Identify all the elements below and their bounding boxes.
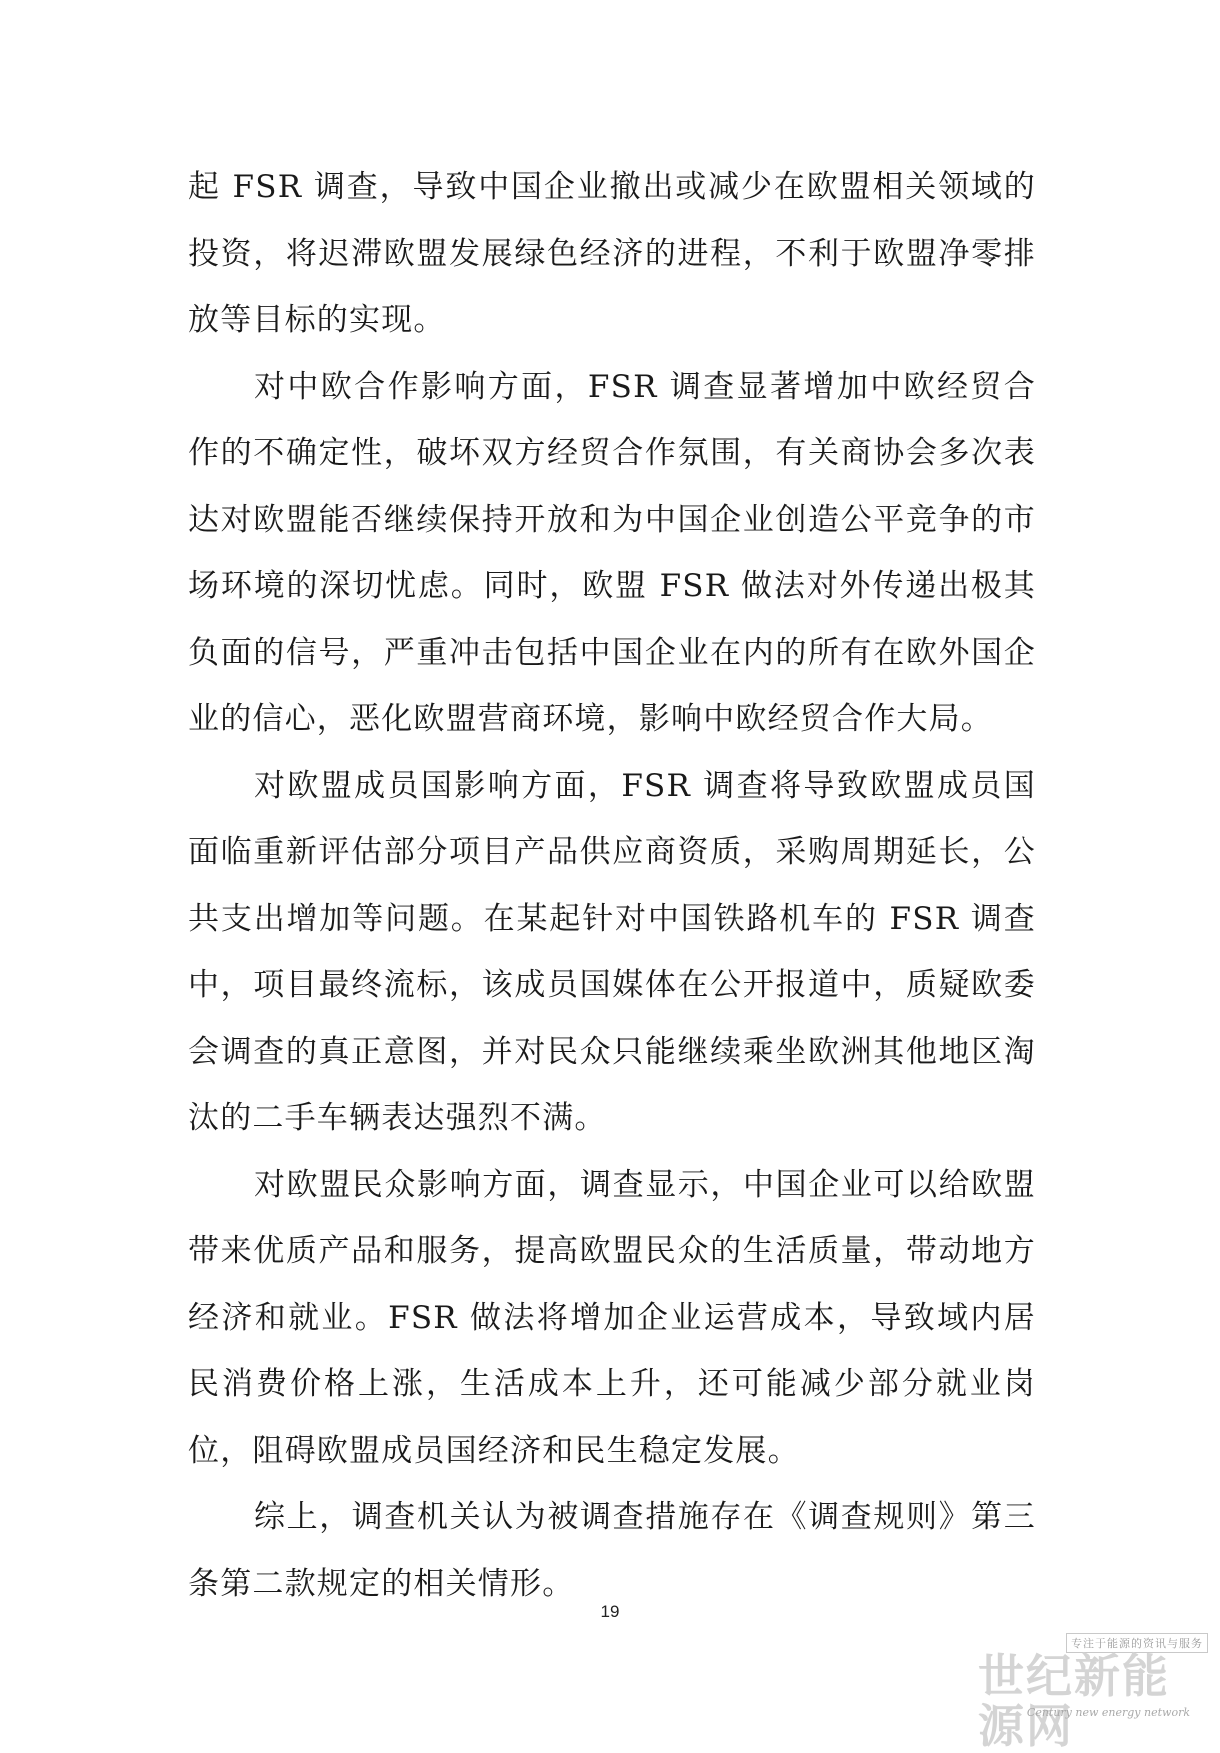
- watermark-subtitle: Century new energy network: [1026, 1706, 1190, 1719]
- paragraph-china-eu-cooperation: 对中欧合作影响方面，FSR 调查显著增加中欧经贸合作的不确定性，破坏双方经贸合作氛围，有关商协会多次表达对欧盟能否继续保持开放和为中国企业创造公平竞争的市场环境的深切忧虑。同时，欧盟 FSR 做法对外传递出极其负面的信号，严重冲击包括中国企业在内的所有在欧外国企业的信心，恶化欧盟营商环境，影响中欧经贸合作大局。: [188, 368, 1036, 737]
- watermark-logo: [978, 1633, 1208, 1753]
- watermark-logo-text: 世纪新能源网: [978, 1649, 1170, 1753]
- paragraph-continuation: 起 FSR 调查，导致中国企业撤出或减少在欧盟相关领域的投资，将迟滞欧盟发展绿色经济的进程，不利于欧盟净零排放等目标的实现。: [188, 169, 1036, 338]
- watermark-slogan: 专注于能源的资讯与服务: [1066, 1633, 1208, 1653]
- paragraph-conclusion: 综上，调查机关认为被调查措施存在《调查规则》第三条第二款规定的相关情形。: [188, 1499, 1036, 1602]
- document-body: [188, 154, 1036, 1617]
- paragraph-eu-public: 对欧盟民众影响方面，调查显示，中国企业可以给欧盟带来优质产品和服务，提高欧盟民众的生活质量，带动地方经济和就业。FSR 做法将增加企业运营成本，导致域内居民消费价格上涨，生活成本上升，还可能减少部分就业岗位，阻碍欧盟成员国经济和民生稳定发展。: [188, 1166, 1036, 1469]
- page-number: 19: [600, 1602, 620, 1621]
- paragraph-member-states: 对欧盟成员国影响方面，FSR 调查将导致欧盟成员国面临重新评估部分项目产品供应商资质，采购周期延长，公共支出增加等问题。在某起针对中国铁路机车的 FSR 调查中，项目最终流标，该成员国媒体在公开报道中，质疑欧委会调查的真正意图，并对民众只能继续乘坐欧洲其他地区淘汰的二手车辆表达强烈不满。: [188, 767, 1036, 1136]
